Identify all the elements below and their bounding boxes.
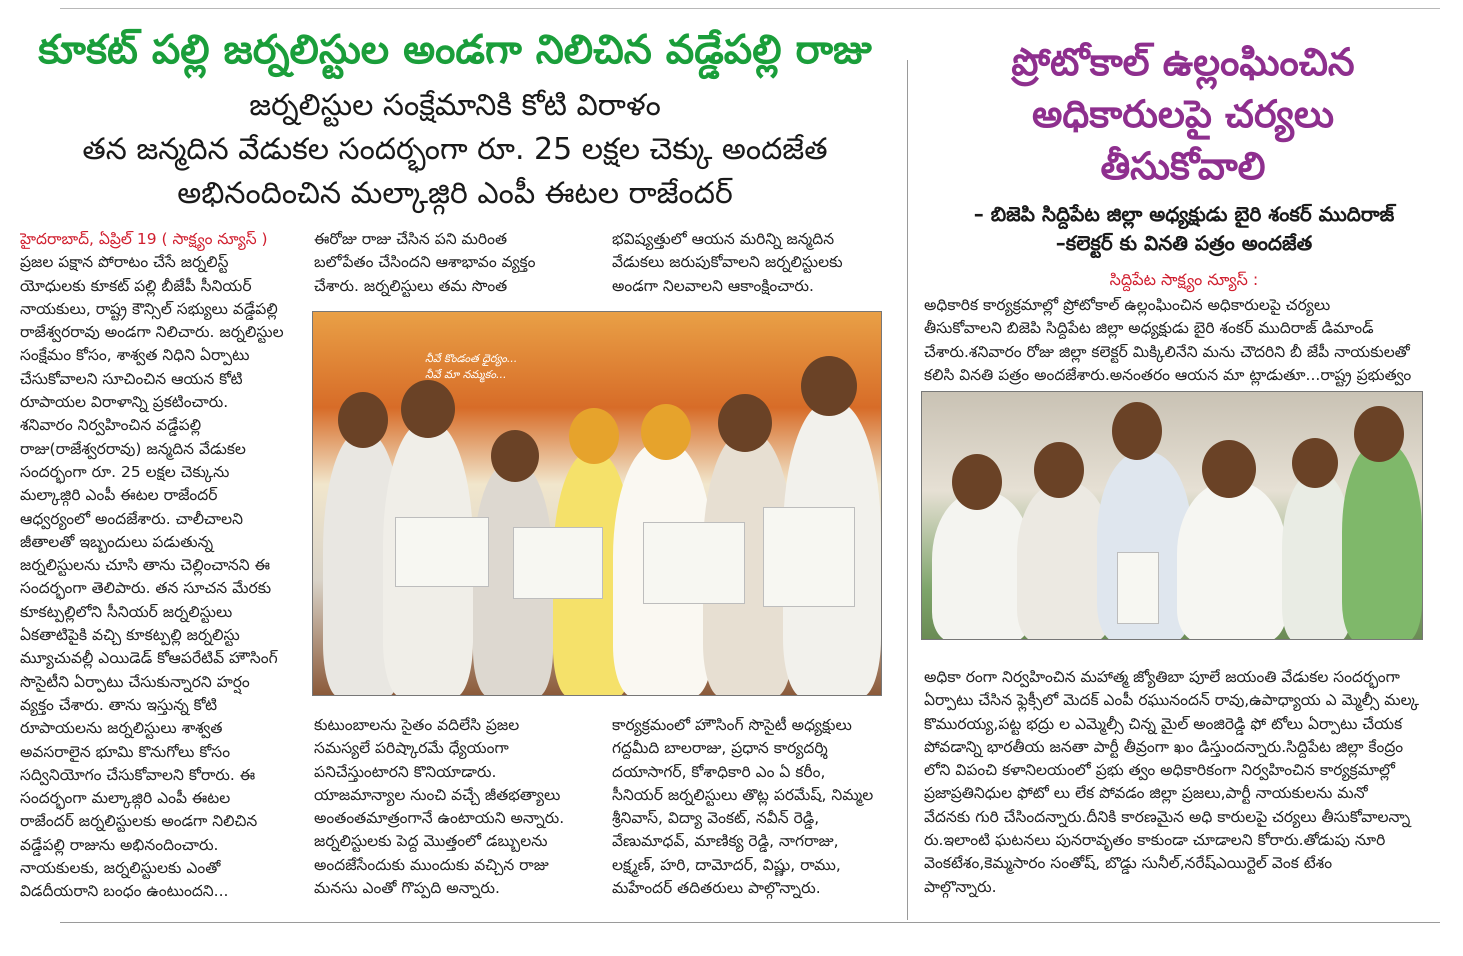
- text-line: సమస్యలే పరిష్కారమే ధ్యేయంగా: [314, 739, 509, 758]
- person-head: [1292, 438, 1338, 488]
- text-line: భవిష్యత్తులో ఆయన మరిన్ని జన్మదిన: [612, 230, 835, 248]
- text-line: నాయకులు, రాష్ట్ర కౌన్సిల్ సభ్యులు వడ్డేపల్లి: [20, 299, 278, 318]
- text-line: పాల్గొన్నారు.: [924, 877, 997, 896]
- left-subhead-2: తన జన్మదిన వేడుకల సందర్భంగా రూ. 25 లక్షల చెక్కు అందజేత: [82, 132, 828, 167]
- text-line: పోవడాన్ని భారతీయ జనతా పార్టీ తీవ్రంగా ఖం డిస్తుందన్నారు.సిద్దిపేట జిల్లా కేంద్రం: [924, 737, 1404, 756]
- left-article-column-2-top: [314, 228, 589, 300]
- text-line: చేశారు. జర్నలిస్టులు తమ సొంత: [314, 276, 508, 295]
- person-figure: [1342, 442, 1422, 640]
- person-head: [1112, 402, 1162, 460]
- text-line: బలోపేతం చేసిందని ఆశాభావం వ్యక్తం: [314, 253, 536, 272]
- right-headline: [918, 36, 1448, 192]
- text-line: సద్వినియోగం చేసుకోవాలని కోరారు. ఈ: [20, 765, 256, 784]
- person-head: [1034, 442, 1084, 498]
- person-head: [401, 380, 455, 438]
- text-line: మనసు ఎంతో గొప్పది అన్నారు.: [314, 879, 500, 898]
- right-article-bottom-text: [924, 666, 1424, 906]
- text-line: లక్ష్మణ్, హరి, దామోదర్, విష్ణు, రాము,: [612, 855, 841, 874]
- right-dateline: సిద్దిపేట సాక్ష్యం న్యూస్ :: [1109, 270, 1259, 289]
- text-line: చేశారు.శనివారం రోజు జిల్లా కలెక్టర్ మిక్కిలినేని మను చౌదరిని బీ జేపీ నాయకులతో: [924, 342, 1410, 361]
- person-head: [801, 356, 857, 416]
- text-line: సంక్షేమం కోసం, శాశ్వత నిధిని ఏర్పాటు: [20, 346, 250, 365]
- text-line: రూపాయలను జర్నలిస్టులు శాశ్వత: [20, 719, 223, 738]
- column-divider: [907, 60, 908, 920]
- text-line: కొమురయ్య,పట్ట భద్రు ల ఎమ్మెల్సీ చిన్న మైల్ అంజిరెడ్డి ఫో టోలు ఏర్పాటు చేయక: [924, 714, 1403, 733]
- text-line: రాజేందర్ జర్నలిస్టులకు అండగా నిలిచిన: [20, 812, 258, 831]
- text-line: చేసుకోవాలని సూచించిన ఆయన కోటి: [20, 369, 243, 388]
- left-subhead-3: అభినందించిన మల్కాజ్గిరి ఎంపీ ఈటల రాజేందర్: [177, 176, 733, 211]
- text-line: సొసైటీని ఏర్పాటు చేసుకున్నారని హర్షం: [20, 672, 250, 691]
- person-head: [952, 454, 1002, 510]
- text-line: వేడుకలు జరుపుకోవాలని జర్నలిస్టులకు: [612, 253, 843, 272]
- text-line: ప్రజాప్రతినిధుల ఫోటో లు లేక పోవడం జిల్లా ప్రజలు,పార్టీ నాయకులను మనో: [924, 784, 1368, 803]
- photo-banner-line-1: నీవే కొండంత ధైర్యం...: [425, 352, 518, 365]
- text-line: విడదీయరాని బంధం ఉంటుందని...: [20, 882, 229, 901]
- bottom-rule: [60, 922, 1440, 923]
- text-line: కుటుంబాలను సైతం వదిలేసి ప్రజల: [314, 716, 520, 734]
- cheque-paper: [643, 522, 745, 604]
- text-line: అవసరాలైన భూమి కొనుగోలు కోసం: [20, 742, 231, 761]
- text-line: పనిచేస్తుంటారని కొనియాడారు.: [314, 762, 497, 781]
- left-subhead-1: జర్నలిస్టుల సంక్షేమానికి కోటి విరాళం: [249, 88, 661, 123]
- text-line: శనివారం నిర్వహించిన వడ్డేపల్లి: [20, 416, 202, 435]
- text-line: గద్దమీది బాలరాజు, ప్రధాన కార్యదర్శి: [612, 739, 828, 758]
- left-article-photo: [312, 311, 882, 696]
- text-line: యోధులకు కూకట్ పల్లి బీజేపీ సీనియర్: [20, 276, 252, 295]
- text-line: అంతంతమాత్రంగానే ఉంటాయని అన్నారు.: [314, 809, 565, 828]
- right-headline-line-2: అధికారులపై చర్యలు: [1032, 92, 1334, 136]
- text-line: వేణుమాధవ్, మాణిక్య రెడ్డి, నాగరాజు,: [612, 832, 839, 851]
- cheque-paper: [395, 517, 489, 587]
- person-figure: [1177, 482, 1287, 640]
- left-headline: కూకట్ పల్లి జర్నలిస్టుల అండగా నిలిచిన వడ్డేపల్లి రాజు: [38, 27, 872, 73]
- left-dateline: హైదరాబాద్, ఏప్రిల్ 19 ( సాక్ష్యం న్యూస్ ): [20, 230, 268, 248]
- text-line: సందర్భంగా రూ. 25 లక్షల చెక్కును: [20, 462, 230, 481]
- text-line: రాజు(రాజేశ్వరరావు) జన్మదిన వేడుకల: [20, 439, 246, 458]
- text-line: కూకట్పల్లిలోని సీనియర్ జర్నలిస్టులు: [20, 602, 233, 621]
- text-line: వడ్డేపల్లి రాజును అభినందించారు.: [20, 835, 219, 854]
- cheque-paper: [763, 507, 855, 607]
- text-line: లోని విపంచి కళానిలయంలో ప్రభు త్వం అధికారికంగా నిర్వహించిన కార్యక్రమాల్లో: [924, 761, 1395, 780]
- text-line: ప్రజల పక్షాన పోరాటం చేసే జర్నలిస్ట్: [20, 253, 229, 272]
- left-article-column-3-bottom: [612, 714, 887, 904]
- text-line: జర్నలిస్టులకు పెద్ద మొత్తంలో డబ్బులను: [314, 832, 548, 851]
- top-rule: [60, 8, 1440, 9]
- text-line: సందర్భంగా తెలిపారు. తన సూచన మేరకు: [20, 579, 272, 598]
- text-line: ఈరోజు రాజు చేసిన పని మరింత: [314, 230, 508, 248]
- cheque-paper: [513, 527, 603, 599]
- text-line: అందజేసేందుకు ముందుకు వచ్చిన రాజు: [314, 855, 549, 874]
- left-article-column-3-top: [612, 228, 882, 300]
- text-line: శ్రీనివాస్, విద్యా వెంకట్, నవీన్ రెడ్డి,: [612, 809, 820, 828]
- person-head: [338, 392, 388, 448]
- turban-head: [569, 408, 619, 464]
- right-headline-line-1: ప్రోటోకాల్ ఉల్లంఘించిన: [1011, 40, 1355, 84]
- text-line: ఏకతాటిపైకి వచ్చి కూకట్పల్లి జర్నలిస్టు: [20, 626, 240, 645]
- text-line: కార్యక్రమంలో హౌసింగ్ సొసైటీ అధ్యక్షులు: [612, 716, 852, 734]
- text-line: మహేందర్ తదితరులు పాల్గొన్నారు.: [612, 879, 821, 898]
- text-line: సందర్భంగా మల్కాజ్గిరి ఎంపీ ఈటల: [20, 789, 231, 808]
- text-line: ఏర్పాటు చేసిన ఫ్లెక్సీలో మెదక్ ఎంపీ రఘునందన్ రావు,ఉపాధ్యాయ ఎ మ్మెల్సీ మల్క: [924, 691, 1419, 710]
- text-line: రూపాయల విరాళాన్ని ప్రకటించారు.: [20, 393, 229, 412]
- text-line: అండగా నిలవాలని ఆకాంక్షించారు.: [612, 276, 814, 295]
- text-line: రు.ఇలాంటి ఘటనలు పునరావృతం కాకుండా చూడాలని కోరారు.తోడుపు నూరి: [924, 831, 1386, 850]
- text-line: కలిసి వినతి పత్రం అందజేశారు.అనంతరం ఆయన మా ట్లాడుతూ...రాష్ట్ర ప్రభుత్వం: [924, 365, 1412, 384]
- text-line: మ్యూచువల్లీ ఎయిడెడ్ కోఆపరేటివ్ హౌసింగ్: [20, 649, 278, 668]
- right-article-top-text: [924, 294, 1424, 388]
- right-headline-line-3: తీసుకోవాలి: [1100, 144, 1266, 188]
- text-line: నాయకులకు, జర్నలిస్టులకు ఎంతో: [20, 859, 221, 878]
- person-head: [1354, 406, 1404, 462]
- right-article-photo: [921, 391, 1423, 640]
- text-line: యాజమాన్యాల నుంచి వచ్చే జీతభత్యాలు: [314, 785, 561, 804]
- text-line: రాజేశ్వరరావు అండగా నిలిచారు. జర్నలిస్టుల: [20, 323, 284, 342]
- text-line: వెంకటేశం,కెమ్మసారం సంతోష్, బొడ్డు సునీల్,నరేష్ఎయిర్టెల్ వెంక టేశం: [924, 854, 1333, 873]
- right-kicker-2: –కలెక్టర్ కు వినతి పత్రం అందజేత: [1055, 231, 1313, 255]
- photo-banner-line-2: నీవే మా నమ్మకం...: [425, 368, 507, 381]
- person-head: [1202, 440, 1256, 498]
- text-line: వేదనకు గురి చేసిందన్నారు.దీనికి కారణమైన అధి కారులపై చర్యలు తీసుకోవాలన్నా: [924, 807, 1411, 826]
- text-line: ఆధ్వర్యంలో అందజేశారు. చాలీచాలని: [20, 509, 244, 528]
- petition-paper: [1117, 552, 1159, 624]
- person-head: [718, 394, 772, 452]
- left-article-column-1: [20, 228, 300, 908]
- text-line: తీసుకోవాలని బిజెపి సిద్దిపేట జిల్లా అధ్యక్షుడు బైరి శంకర్ ముదిరాజ్ డిమాండ్: [924, 319, 1374, 338]
- text-line: జీతాలతో ఇబ్బందులు పడుతున్న: [20, 532, 214, 551]
- right-kicker-1: – బిజెపి సిద్దిపేట జిల్లా అధ్యక్షుడు బైరి శంకర్ ముదిరాజ్: [973, 202, 1395, 226]
- left-article-column-2-bottom: [314, 714, 589, 904]
- text-line: అధికారిక కార్యక్రమాల్లో ప్రోటోకాల్ ఉల్లంఘించిన అధికారులపై చర్యలు: [924, 296, 1331, 314]
- person-head: [491, 430, 539, 482]
- text-line: జర్నలిస్టులను చూసి తాను చెల్లించానని ఈ: [20, 556, 271, 575]
- turban-head: [641, 404, 691, 460]
- text-line: వ్యక్తం చేశారు. తాను ఇస్తున్న కోటి: [20, 695, 218, 714]
- text-line: దయాసాగర్, కోశాధికారి ఎం ఏ కరీం,: [612, 762, 826, 781]
- text-line: మల్కాజ్గిరి ఎంపీ ఈటల రాజేందర్: [20, 486, 218, 505]
- text-line: సీనియర్ జర్నలిస్టులు తొట్ల పరమేష్, నిమ్మల: [612, 785, 874, 804]
- text-line: అధికా రంగా నిర్వహించిన మహాత్మ జ్యోతిబా పూలే జయంతి వేడుకల సందర్భంగా: [924, 668, 1400, 686]
